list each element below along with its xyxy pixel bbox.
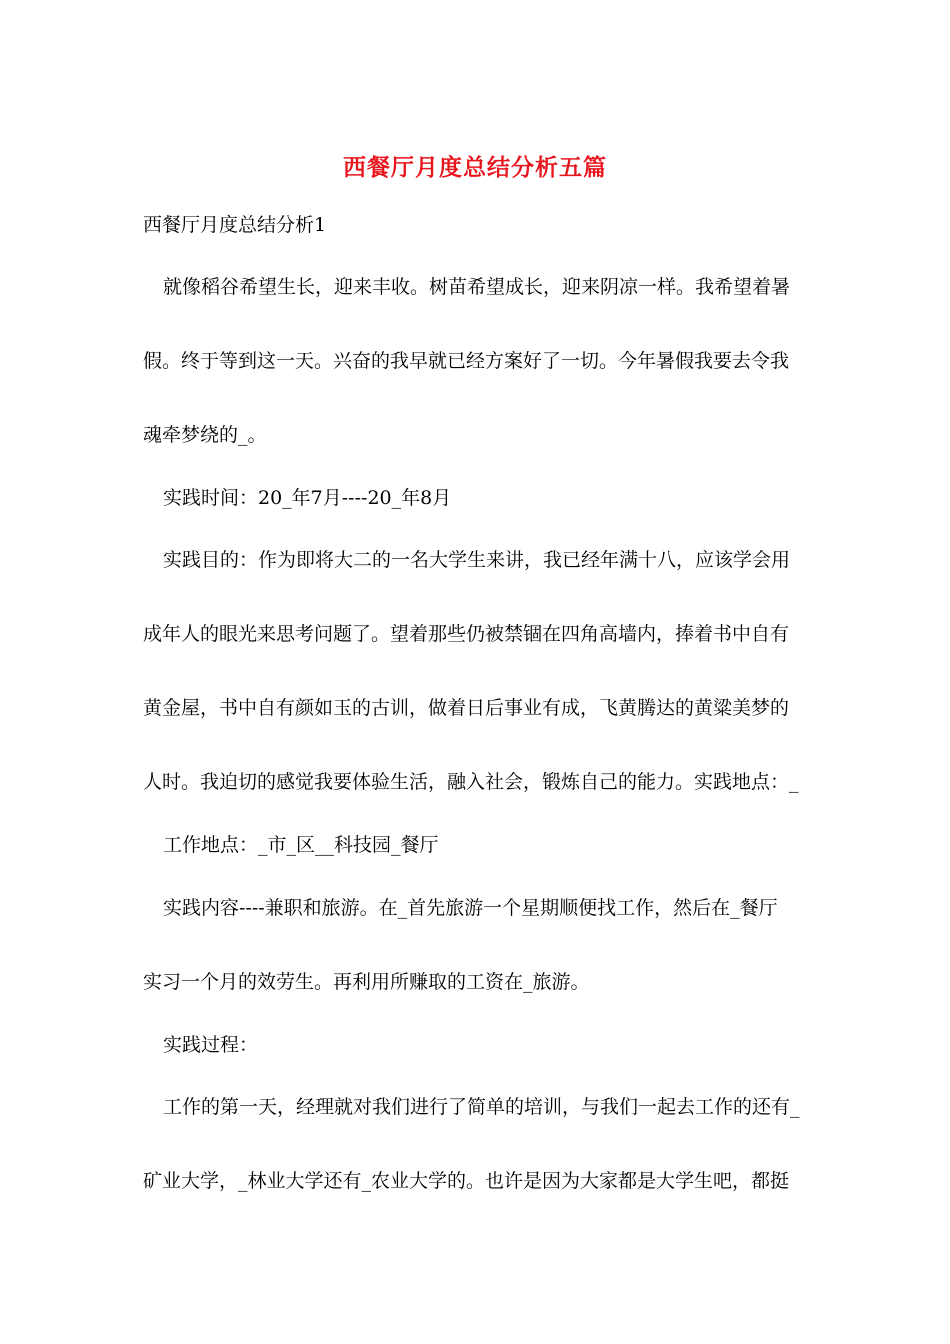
document-title: 西餐厅月度总结分析五篇: [343, 154, 607, 181]
paragraph-line: 人时。我迫切的感觉我要体验生活，融入社会，锻炼自己的能力。实践地点：_: [143, 771, 799, 793]
paragraph-line: 矿业大学，_林业大学还有_农业大学的。也许是因为大家都是大学生吧，都挺: [143, 1170, 790, 1192]
paragraph-line: 成年人的眼光来思考问题了。望着那些仍被禁锢在四角高墙内，捧着书中自有: [143, 623, 790, 645]
paragraph-line: 工作地点：_市_区__科技园_餐厅: [163, 834, 439, 856]
paragraph-line: 实习一个月的效劳生。再利用所赚取的工资在_旅游。: [143, 971, 590, 993]
paragraph-line: 工作的第一天，经理就对我们进行了简单的培训，与我们一起去工作的还有_: [163, 1096, 800, 1118]
paragraph-line: 实践内容----兼职和旅游。在_首先旅游一个星期顺便找工作，然后在_餐厅: [163, 897, 778, 919]
section-heading: 西餐厅月度总结分析1: [143, 214, 327, 236]
paragraph-line: 假。终于等到这一天。兴奋的我早就已经方案好了一切。今年暑假我要去令我: [143, 350, 790, 372]
paragraph-line: 黄金屋，书中自有颜如玉的古训，做着日后事业有成，飞黄腾达的黄粱美梦的: [143, 697, 790, 719]
paragraph-line: 魂牵梦绕的_。: [143, 424, 267, 446]
paragraph-line: 实践时间：20_年7月----20_年8月: [163, 487, 452, 509]
paragraph-line: 实践目的：作为即将大二的一名大学生来讲，我已经年满十八，应该学会用: [163, 549, 791, 571]
paragraph-line: 实践过程：: [163, 1034, 259, 1056]
paragraph-line: 就像稻谷希望生长，迎来丰收。树苗希望成长，迎来阴凉一样。我希望着暑: [163, 276, 791, 298]
